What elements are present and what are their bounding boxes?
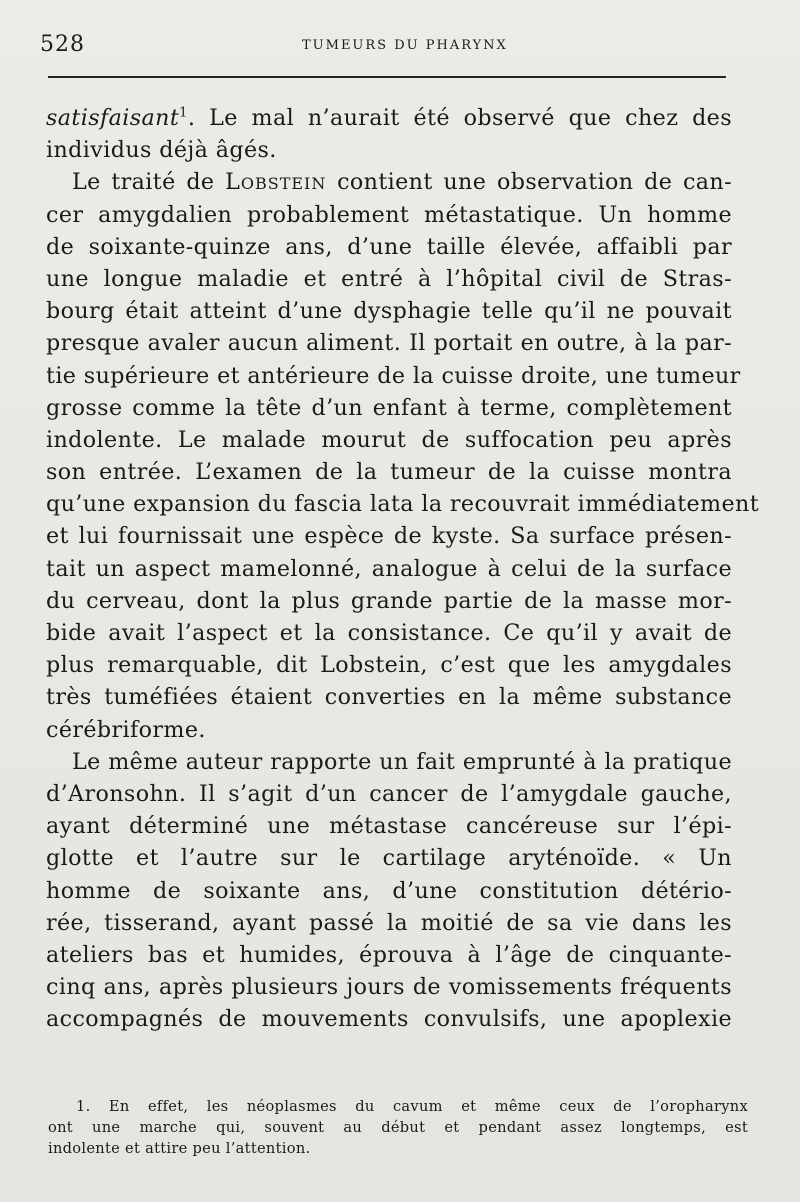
- body-line: glotte et l’autre sur le cartilage aryténoïde. « Un: [46, 845, 732, 872]
- body-line: cer amygdalien probablement métastatique. Un homme: [46, 201, 732, 228]
- line-text: . Le mal n’aurait été observé que chez des: [187, 105, 732, 131]
- author-name: Lobstein: [225, 169, 327, 196]
- body-line: plus remarquable, dit Lobstein, c’est que les amygdales: [46, 652, 732, 679]
- body-line: du cerveau, dont la plus grande partie de la masse mor-: [46, 587, 732, 614]
- body-line: cinq ans, après plusieurs jours de vomissements fréquents: [46, 974, 732, 1001]
- body-line: son entrée. L’examen de la tumeur de la cuisse montra: [46, 459, 732, 486]
- body-line: tie supérieure et antérieure de la cuisse droite, une tumeur: [46, 362, 741, 389]
- body-line: d’Aronsohn. Il s’agit d’un cancer de l’amygdale gauche,: [46, 780, 732, 807]
- header-rule: [48, 76, 726, 78]
- italic-word: satisfaisant: [46, 105, 180, 131]
- body-line: grosse comme la tête d’un enfant à terme, complètement: [46, 394, 732, 421]
- body-line: bide avait l’aspect et la consistance. Ce qu’il y avait de: [46, 620, 732, 646]
- body-line: indolente. Le malade mourut de suffocation peu après: [46, 426, 732, 453]
- body-line: cérébriforme.: [46, 716, 206, 743]
- body-line: accompagnés de mouvements convulsifs, une apoplexie: [46, 1006, 732, 1033]
- body-text: [46, 102, 760, 1035]
- body-line: très tuméfiées étaient converties en la même substance: [46, 684, 732, 711]
- body-line: ayant déterminé une métastase cancéreuse sur l’épi-: [46, 813, 732, 840]
- body-line: [46, 102, 732, 134]
- body-line: ateliers bas et humides, éprouva à l’âge de cinquante-: [46, 941, 732, 968]
- body-line: individus déjà âgés.: [46, 137, 277, 164]
- footnote: [48, 1096, 748, 1159]
- footnote-line: 1. En effet, les néoplasmes du cavum et même ceux de l’oropharynx: [76, 1098, 748, 1115]
- footnote-marker: 1: [179, 105, 188, 121]
- running-title: TUMEURS DU PHARYNX: [302, 38, 508, 53]
- body-line: rée, tisserand, ayant passé la moitié de sa vie dans les: [46, 909, 732, 936]
- body-line: une longue maladie et entré à l’hôpital civil de Stras-: [46, 265, 732, 292]
- body-line: et lui fournissait une espèce de kyste. Sa surface présen-: [46, 523, 732, 550]
- body-line: de soixante-quinze ans, d’une taille élevée, affaibli par: [46, 233, 732, 260]
- line-text: Le traité de: [72, 169, 226, 196]
- body-line: [46, 166, 732, 198]
- page-number: 528: [40, 32, 85, 57]
- page-header: [40, 30, 730, 66]
- body-line: presque avaler aucun aliment. Il portait en outre, à la par-: [46, 330, 732, 357]
- body-line: qu’une expansion du fascia lata la recouvrait immédiatement: [46, 491, 760, 518]
- footnote-line: indolente et attire peu l’attention.: [48, 1140, 311, 1157]
- footnote-line: ont une marche qui, souvent au début et pendant assez longtemps, est: [48, 1119, 748, 1136]
- body-line: bourg était atteint d’une dysphagie telle qu’il ne pouvait: [46, 298, 732, 325]
- line-text: contient une observation de can-: [326, 169, 733, 196]
- body-line: tait un aspect mamelonné, analogue à celui de la surface: [46, 555, 732, 582]
- body-line: homme de soixante ans, d’une constitution détério-: [46, 877, 732, 904]
- body-line: Le même auteur rapporte un fait emprunté à la pratique: [72, 748, 732, 775]
